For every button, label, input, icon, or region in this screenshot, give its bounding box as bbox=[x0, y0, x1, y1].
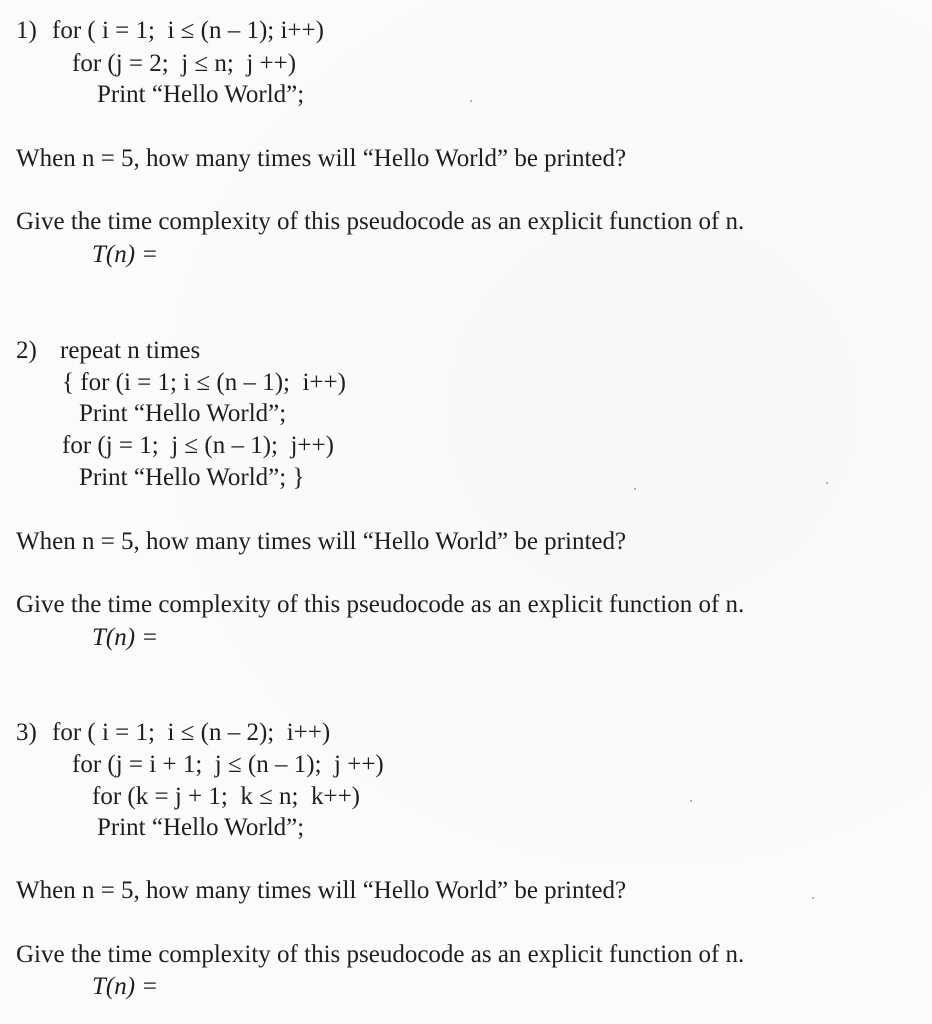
problem-2-code-line-2: { for (i = 1; i ≤ (n – 1); i++) bbox=[62, 369, 346, 396]
problem-1-t-label: T(n) = bbox=[92, 241, 159, 268]
problem-2-code-line-4: for (j = 1; j ≤ (n – 1); j++) bbox=[62, 432, 334, 459]
scan-speck bbox=[690, 800, 692, 802]
problem-3-code-line-3: for (k = j + 1; k ≤ n; k++) bbox=[92, 783, 361, 810]
scan-speck bbox=[826, 482, 828, 484]
problem-1-complexity-prompt: Give the time complexity of this pseudocode as an explicit function of n. bbox=[16, 208, 745, 235]
problem-3-complexity-prompt: Give the time complexity of this pseudocode as an explicit function of n. bbox=[16, 941, 745, 968]
scan-speck bbox=[812, 897, 814, 899]
problem-3-number: 3) bbox=[16, 719, 37, 746]
problem-1-number: 1) bbox=[16, 17, 37, 44]
problem-1-code-line-2: for (j = 2; j ≤ n; j ++) bbox=[72, 50, 297, 77]
problem-3-t-label: T(n) = bbox=[92, 973, 159, 1000]
problem-2-code-line-5: Print “Hello World”; } bbox=[79, 464, 305, 491]
problem-3-code-line-4: Print “Hello World”; bbox=[97, 814, 305, 841]
problem-2-question: When n = 5, how many times will “Hello World” be printed? bbox=[16, 528, 627, 555]
scan-speck bbox=[634, 488, 636, 490]
problem-2-complexity-prompt: Give the time complexity of this pseudocode as an explicit function of n. bbox=[16, 591, 745, 618]
problem-1-code-line-3: Print “Hello World”; bbox=[97, 81, 305, 108]
problem-2-number: 2) bbox=[16, 337, 37, 364]
problem-3-code-line-1: for ( i = 1; i ≤ (n – 2); i++) bbox=[52, 719, 331, 746]
problem-2-code-line-3: Print “Hello World”; bbox=[79, 400, 287, 427]
problem-3-question: When n = 5, how many times will “Hello World” be printed? bbox=[16, 877, 627, 904]
problem-3-code-line-2: for (j = i + 1; j ≤ (n – 1); j ++) bbox=[72, 751, 384, 778]
problem-1-question: When n = 5, how many times will “Hello World” be printed? bbox=[16, 145, 627, 172]
problem-1-code-line-1: for ( i = 1; i ≤ (n – 1); i++) bbox=[52, 17, 324, 44]
problem-2-t-label: T(n) = bbox=[92, 624, 159, 651]
scan-speck bbox=[470, 100, 472, 102]
problem-2-code-line-1: repeat n times bbox=[60, 337, 201, 364]
